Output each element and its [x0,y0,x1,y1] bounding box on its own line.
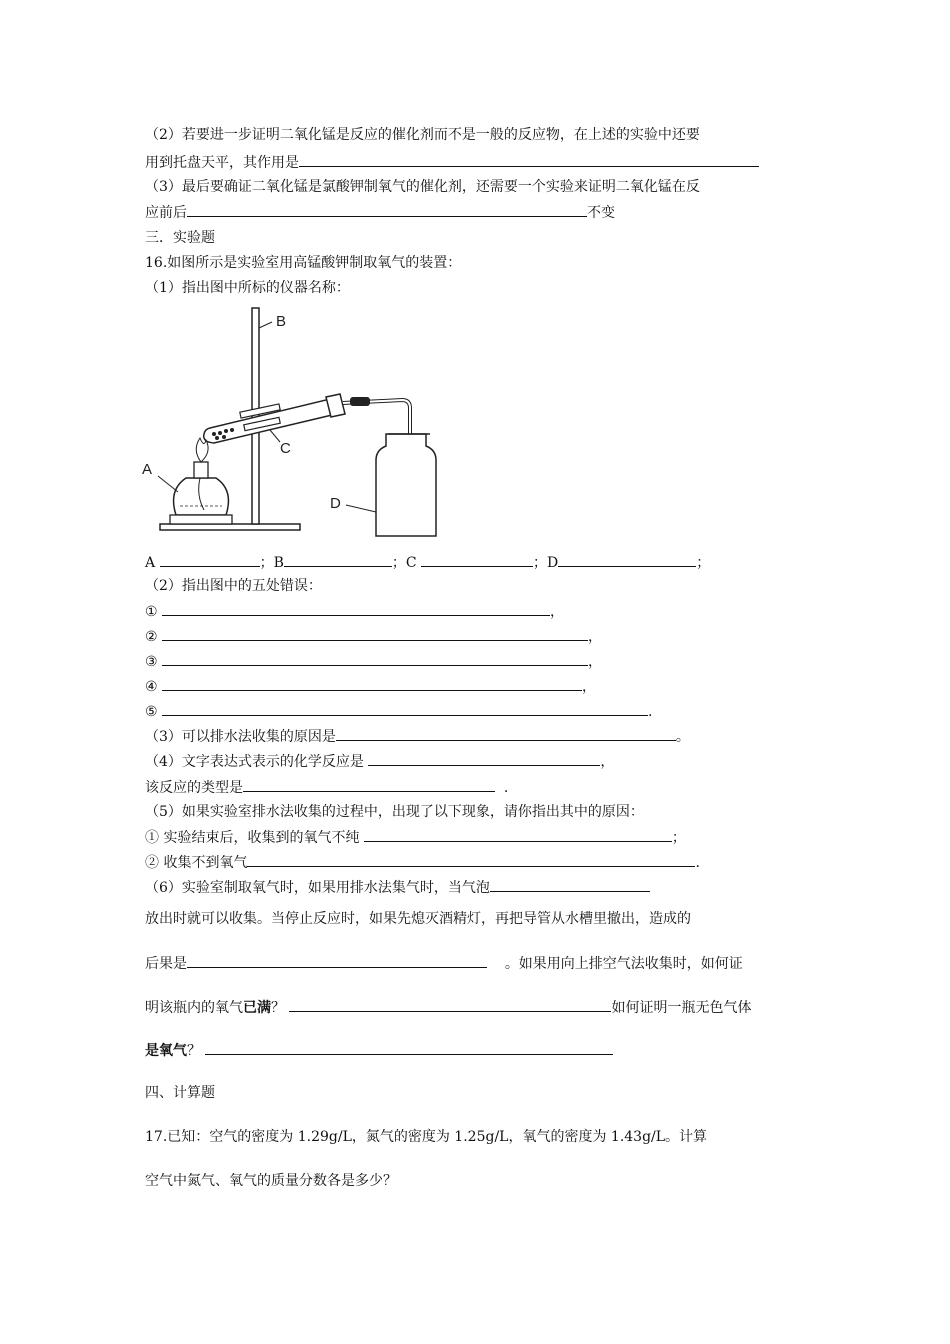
error-end: . [648,704,653,720]
q16-part5b-text: ② 收集不到氧气 [145,855,248,871]
bold-is-oxygen: 是氧气 [145,1043,187,1059]
answer-blank-reaction-type[interactable] [243,777,495,792]
name-label-d: ；D [533,555,559,571]
section-heading-calculation: 四、计算题 [145,1085,215,1101]
answer-blank-error-5[interactable] [162,701,648,716]
gas-collecting-bottle [376,434,436,536]
name-label-b: ；B [259,555,284,571]
q17-line2: 空气中氮气、氧气的质量分数各是多少？ [145,1173,397,1189]
name-label-a: A [145,555,156,571]
label-line-b [259,322,272,328]
bold-full: 已满 [243,1000,271,1016]
q16-part6-line3 [145,953,743,974]
q15-part2-text: 用到托盘天平，其作用是 [145,155,299,171]
q16-part6-line4 [145,997,751,1018]
q16-part2: （2）指出图中的五处错误： [145,578,322,594]
label-line-d [346,505,376,512]
q16-part4b-end: . [503,780,509,796]
question-mark: ？ [271,1000,285,1016]
stand-base [160,524,300,530]
q16-part6-line4-text: 明该瓶内的氧气 [145,1000,243,1016]
answer-blank-word-equation[interactable] [368,751,600,766]
error-mark: ④ [145,679,158,695]
error-mark: ⑤ [145,704,158,720]
q15-part3-end: 不变 [587,205,615,221]
answer-blank-error-1[interactable] [162,601,550,616]
alcohol-lamp [170,438,232,524]
error-line-3 [145,651,602,672]
error-line-4 [145,676,596,697]
name-row-end: ； [696,555,711,571]
figure-label-a: A [142,461,153,478]
q16-part5a [145,827,686,848]
q15-part3-text: 应前后 [145,205,187,221]
answer-blank-verify-oxygen[interactable] [205,1040,613,1055]
error-end: ， [588,629,603,645]
error-mark: ① [145,604,158,620]
answer-blank-water-reason[interactable] [336,726,676,741]
error-line-2 [145,626,602,647]
figure-label-d: D [330,495,341,512]
q15-part2-line1: （2）若要进一步证明二氧化锰是反应的催化剂而不是一般的反应物，在上述的实验中还要 [145,127,700,143]
error-mark: ③ [145,654,158,670]
label-line-c [270,430,280,442]
answer-blank-error-2[interactable] [162,626,588,641]
answer-blank-impure[interactable] [364,827,672,842]
q16-part6-line5 [145,1040,613,1061]
q16-part6-line3-end: 。如果用向上排空气法收集时，如何证 [504,956,743,972]
q16-names-row [145,552,710,573]
answer-blank-d[interactable] [558,552,696,567]
q16-part5b-end: . [695,855,700,871]
answer-blank-unchanged[interactable] [187,202,587,217]
figure-label-c: C [280,440,291,457]
answer-blank-verify-full[interactable] [289,997,611,1012]
label-line-a [158,476,178,492]
q16-part3 [145,726,690,747]
q16-part5a-end: ； [671,830,686,846]
answer-blank-a[interactable] [160,552,260,567]
answer-blank-error-4[interactable] [162,676,582,691]
error-line-1 [145,601,564,622]
q16-part4b [145,777,508,798]
q15-part3-line2 [145,202,615,223]
q16-part6-line2: 放出时就可以收集。当停止反应时，如果先熄灭酒精灯，再把导管从水槽里撤出，造成的 [145,911,691,927]
answer-blank-no-oxygen[interactable] [247,852,695,867]
rubber-connector [350,397,370,406]
answer-blank-balance-purpose[interactable] [299,152,759,167]
answer-blank-b[interactable] [284,552,392,567]
q16-part4-end: ， [600,754,615,770]
name-label-c: ；C [391,555,417,571]
apparatus-figure [140,300,450,540]
q16-part5: （5）如果实验室排水法收集的过程中，出现了以下现象，请你指出其中的原因： [145,804,644,820]
q16-part1: （1）指出图中所标的仪器名称： [145,280,350,296]
answer-blank-error-3[interactable] [162,651,588,666]
q16-part3-end: 。 [675,729,690,745]
question-mark: ？ [187,1043,201,1059]
q17-line1: 17.已知：空气的密度为 1.29g/L，氮气的密度为 1.25g/L，氧气的密度为 1.43g/L。计算 [145,1129,708,1145]
q16-part4b-text: 该反应的类型是 [145,780,243,796]
section-heading-experiment: 三．实验题 [145,230,215,246]
figure-label-b: B [276,313,287,330]
error-end: ， [588,654,603,670]
q16-part6-text: （6）实验室制取氧气时，如果用排水法集气时，当气泡 [145,880,490,896]
q16-part5b [145,852,700,873]
q16-part5a-text: ① 实验结束后，收集到的氧气不纯 [145,830,360,846]
error-end: ， [550,604,565,620]
q15-part3-line1: （3）最后要确证二氧化锰是氯酸钾制氧气的催化剂，还需要一个实验来证明二氧化锰在反 [145,179,700,195]
q16-part6 [145,877,650,898]
q16-part6-line3-text: 后果是 [145,956,187,972]
q16-part6-line4-end: 如何证明一瓶无色气体 [611,1000,752,1016]
q16-part4-text: （4）文字表达式表示的化学反应是 [145,754,364,770]
q16-intro: 16.如图所示是实验室用高锰酸钾制取氧气的装置： [145,255,462,271]
answer-blank-bubbles[interactable] [490,877,650,892]
q15-part2-line2 [145,152,759,173]
error-line-5 [145,701,652,722]
answer-blank-consequence[interactable] [187,953,487,968]
answer-blank-c[interactable] [421,552,533,567]
q16-part3-text: （3）可以排水法收集的原因是 [145,729,336,745]
error-end: ， [582,679,597,695]
q16-part4 [145,751,614,772]
error-mark: ② [145,629,158,645]
